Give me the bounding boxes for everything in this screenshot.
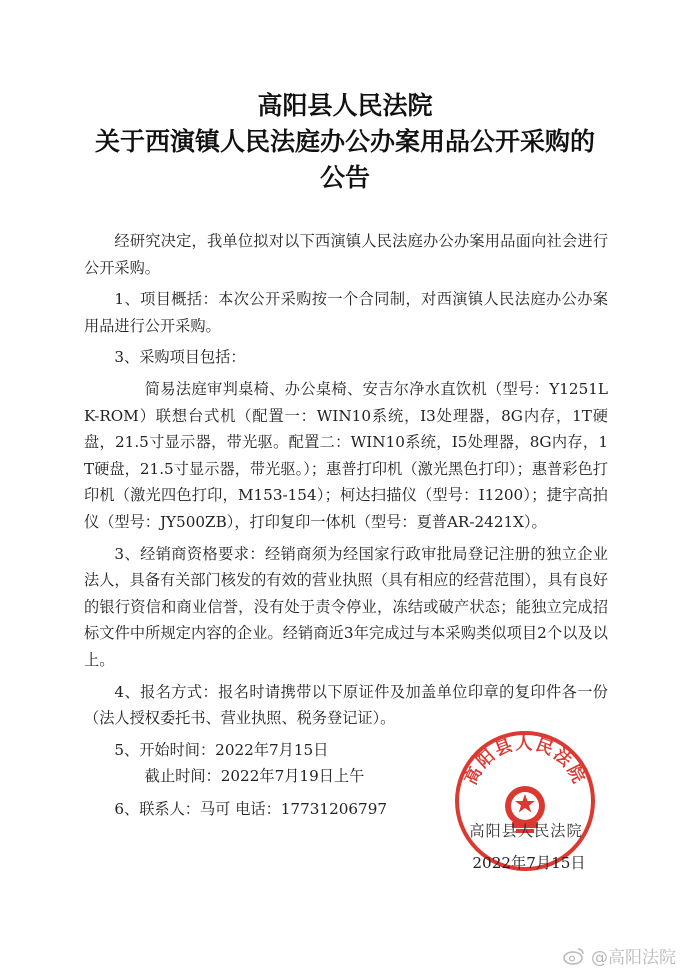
procurement-items-heading: 3、采购项目包括： bbox=[114, 348, 246, 367]
weibo-logo-icon bbox=[563, 947, 585, 965]
svg-text:高阳县人民法院 bbox=[460, 734, 590, 788]
signature-court-name: 高阳县人民法院 bbox=[469, 822, 583, 840]
start-time-line: 5、开始时间：2022年7月15日 bbox=[114, 740, 329, 759]
registration-method-paragraph: 4、报名方式：报名时请携带以下原证件及加盖单位印章的复印件各一份（法人授权委托书、营业执照、税务登记证）。 bbox=[84, 682, 608, 728]
weibo-watermark bbox=[563, 943, 676, 968]
title-line-subject: 关于西演镇人民法庭办公办案用品公开采购的 bbox=[94, 127, 595, 156]
project-overview-paragraph: 1、项目概括：本次公开采购按一个合同制，对西演镇人民法庭办公办案用品进行公开采购。 bbox=[84, 290, 608, 335]
procurement-items-paragraph: 简易法庭审判桌椅、办公桌椅、安吉尔净水直饮机（型号：Y1251LK-ROM）联想台式机（配置一：WIN10系统，I3处理器，8G内存，1T硬盘，21.5寸显示器，带光驱。配置二：WIN10系统，I5处理器，8G内存，1T硬盘，21.5寸显示器，带光驱。）；惠普打印机（激光黑色打印）；惠普彩色打印机（激光四色打印，M153-154）；柯达扫描仪（型号：I1200）；捷宇高拍仪（型号：JY500ZB），打印复印一体机（型号：夏普AR-2421X）。 bbox=[84, 379, 608, 531]
contact-line: 6、联系人：马可 电话：17731206797 bbox=[114, 799, 388, 818]
end-time-line: 截止时间：2022年7月19日上午 bbox=[144, 767, 365, 786]
title-line-announcement: 公告 bbox=[319, 163, 370, 192]
dealer-qualification-paragraph: 3、经销商资格要求：经销商须为经国家行政审批局登记注册的独立企业法人，具备有关部门核发的有效的营业执照（具有相应的经营范围），具有良好的银行资信和商业信誉，没有处于责令停业，冻结或破产状态；能独立完成招标文件中所规定内容的企业。经销商近3年完成过与本采购类似项目2个以及以上。 bbox=[84, 544, 608, 669]
watermark-text: @高阳法院 bbox=[591, 948, 676, 968]
signature-date: 2022年7月15日 bbox=[472, 854, 586, 872]
document-title bbox=[0, 88, 690, 196]
title-line-court: 高阳县人民法院 bbox=[257, 91, 433, 120]
intro-paragraph: 经研究决定，我单位拟对以下西演镇人民法庭办公办案用品面向社会进行公开采购。 bbox=[84, 232, 608, 277]
seal-text: 高阳县人民法院 bbox=[461, 734, 589, 789]
